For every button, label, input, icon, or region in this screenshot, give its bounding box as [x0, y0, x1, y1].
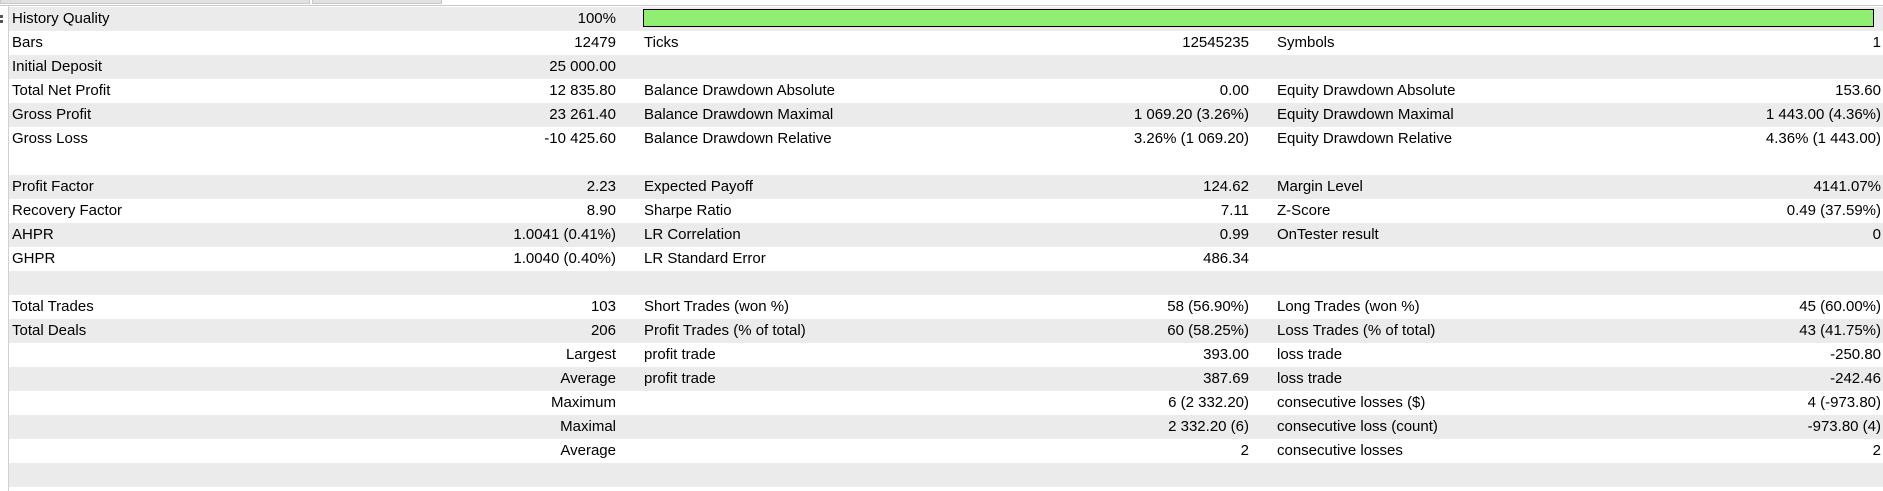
- total-trades-value: 103: [590, 298, 616, 315]
- balance-drawdown-absolute-value: 0.00: [1219, 82, 1249, 99]
- average-prefix: Average: [560, 370, 616, 387]
- row-total-trades: [9, 295, 1883, 319]
- symbols-value: 1: [1872, 34, 1881, 51]
- row-gross-loss: [9, 127, 1883, 151]
- bars-label: Bars: [12, 34, 43, 51]
- ghpr-label: GHPR: [12, 250, 56, 267]
- maximal-consecutive-loss-value: -973.80 (4): [1807, 418, 1881, 435]
- row-separator: [9, 151, 1883, 175]
- total-net-profit-value: 12 835.80: [549, 82, 616, 99]
- equity-drawdown-relative-value: 4.36% (1 443.00): [1765, 130, 1881, 147]
- maximum-consecutive-wins-value: 6 (2 332.20): [1168, 394, 1249, 411]
- gross-profit-label: Gross Profit: [12, 106, 92, 123]
- margin-level-label: Margin Level: [1277, 178, 1363, 195]
- lr-correlation-value: 0.99: [1219, 226, 1249, 243]
- expected-payoff-value: 124.62: [1203, 178, 1249, 195]
- largest-profit-trade-label: profit trade: [644, 346, 716, 363]
- margin-level-value: 4141.07%: [1813, 178, 1881, 195]
- average-consecutive-losses-value: 2: [1872, 442, 1881, 459]
- symbols-label: Symbols: [1277, 34, 1335, 51]
- row-total-net-profit: [9, 79, 1883, 103]
- tab-1[interactable]: [0, 0, 310, 4]
- largest-loss-trade-value: -250.80: [1830, 346, 1881, 363]
- gross-loss-value: -10 425.60: [544, 130, 616, 147]
- expected-payoff-label: Expected Payoff: [644, 178, 753, 195]
- row-total-deals: [9, 319, 1883, 343]
- profit-factor-value: 2.23: [586, 178, 616, 195]
- lr-standard-error-label: LR Standard Error: [644, 250, 766, 267]
- row-separator: [9, 463, 1883, 487]
- loss-trades-value: 43 (41.75%): [1799, 322, 1881, 339]
- row-history-quality: [9, 7, 1883, 31]
- history-quality-label: History Quality: [12, 10, 110, 27]
- sharpe-ratio-value: 7.11: [1220, 202, 1249, 219]
- row-initial-deposit: [9, 55, 1883, 79]
- short-trades-label: Short Trades (won %): [644, 298, 790, 315]
- average-consecutive-losses-label: consecutive losses: [1277, 442, 1403, 459]
- gross-loss-label: Gross Loss: [12, 130, 88, 147]
- maximal-prefix: Maximal: [560, 418, 616, 435]
- equity-drawdown-maximal-label: Equity Drawdown Maximal: [1277, 106, 1454, 123]
- row-maximum: [9, 391, 1883, 415]
- splitter-grip-icon[interactable]: [0, 15, 5, 27]
- backtest-report-table: [9, 7, 1883, 487]
- maximal-consecutive-profit-value: 2 332.20 (6): [1168, 418, 1249, 435]
- profit-trades-value: 60 (58.25%): [1167, 322, 1249, 339]
- balance-drawdown-maximal-value: 1 069.20 (3.26%): [1133, 106, 1249, 123]
- ahpr-value: 1.0041 (0.41%): [513, 226, 616, 243]
- row-separator: [9, 271, 1883, 295]
- z-score-value: 0.49 (37.59%): [1786, 202, 1881, 219]
- maximum-prefix: Maximum: [550, 394, 616, 411]
- equity-drawdown-relative-label: Equity Drawdown Relative: [1277, 130, 1453, 147]
- total-deals-label: Total Deals: [12, 322, 87, 339]
- average-profit-trade-value: 387.69: [1203, 370, 1249, 387]
- balance-drawdown-relative-label: Balance Drawdown Relative: [644, 130, 832, 147]
- maximal-consecutive-loss-label: consecutive loss (count): [1277, 418, 1438, 435]
- history-quality-bar: [643, 9, 1874, 27]
- row-average-consecutive: [9, 439, 1883, 463]
- initial-deposit-label: Initial Deposit: [12, 58, 103, 75]
- equity-drawdown-maximal-value: 1 443.00 (4.36%): [1765, 106, 1881, 123]
- average-consecutive-wins-value: 2: [1240, 442, 1249, 459]
- largest-loss-trade-label: loss trade: [1277, 346, 1343, 363]
- largest-profit-trade-value: 393.00: [1203, 346, 1249, 363]
- average-profit-trade-label: profit trade: [644, 370, 716, 387]
- balance-drawdown-maximal-label: Balance Drawdown Maximal: [644, 106, 834, 123]
- ticks-label: Ticks: [644, 34, 679, 51]
- profit-factor-label: Profit Factor: [12, 178, 94, 195]
- average-loss-trade-value: -242.46: [1830, 370, 1881, 387]
- largest-prefix: Largest: [565, 346, 616, 363]
- average-consecutive-prefix: Average: [560, 442, 616, 459]
- z-score-label: Z-Score: [1277, 202, 1331, 219]
- recovery-factor-label: Recovery Factor: [12, 202, 123, 219]
- lr-standard-error-value: 486.34: [1203, 250, 1249, 267]
- maximum-consecutive-losses-label: consecutive losses ($): [1277, 394, 1426, 411]
- row-gross-profit: [9, 103, 1883, 127]
- row-bars: [9, 31, 1883, 55]
- row-ahpr: [9, 223, 1883, 247]
- row-largest: [9, 343, 1883, 367]
- short-trades-value: 58 (56.90%): [1167, 298, 1249, 315]
- history-quality-bar-fill: [644, 10, 1873, 26]
- profit-trades-label: Profit Trades (% of total): [644, 322, 806, 339]
- total-net-profit-label: Total Net Profit: [12, 82, 111, 99]
- row-recovery-factor: [9, 199, 1883, 223]
- long-trades-value: 45 (60.00%): [1799, 298, 1881, 315]
- ahpr-label: AHPR: [12, 226, 54, 243]
- ontester-result-label: OnTester result: [1277, 226, 1379, 243]
- balance-drawdown-absolute-label: Balance Drawdown Absolute: [644, 82, 835, 99]
- history-quality-value: 100%: [577, 10, 616, 27]
- balance-drawdown-relative-value: 3.26% (1 069.20): [1133, 130, 1249, 147]
- gross-profit-value: 23 261.40: [549, 106, 616, 123]
- ticks-value: 12545235: [1182, 34, 1249, 51]
- panel-splitter[interactable]: [0, 6, 9, 491]
- row-average: [9, 367, 1883, 391]
- total-deals-value: 206: [590, 322, 616, 339]
- maximum-consecutive-losses-value: 4 (-973.80): [1807, 394, 1881, 411]
- row-maximal: [9, 415, 1883, 439]
- equity-drawdown-absolute-value: 153.60: [1835, 82, 1881, 99]
- total-trades-label: Total Trades: [12, 298, 94, 315]
- row-ghpr: [9, 247, 1883, 271]
- long-trades-label: Long Trades (won %): [1277, 298, 1420, 315]
- average-loss-trade-label: loss trade: [1277, 370, 1343, 387]
- tab-strip: [0, 0, 1883, 6]
- bars-value: 12479: [574, 34, 616, 51]
- equity-drawdown-absolute-label: Equity Drawdown Absolute: [1277, 82, 1456, 99]
- sharpe-ratio-label: Sharpe Ratio: [644, 202, 732, 219]
- ontester-result-value: 0: [1872, 226, 1881, 243]
- row-profit-factor: [9, 175, 1883, 199]
- recovery-factor-value: 8.90: [586, 202, 616, 219]
- lr-correlation-label: LR Correlation: [644, 226, 741, 243]
- loss-trades-label: Loss Trades (% of total): [1277, 322, 1436, 339]
- ghpr-value: 1.0040 (0.40%): [513, 250, 616, 267]
- tab-2[interactable]: [312, 0, 442, 4]
- initial-deposit-value: 25 000.00: [549, 58, 616, 75]
